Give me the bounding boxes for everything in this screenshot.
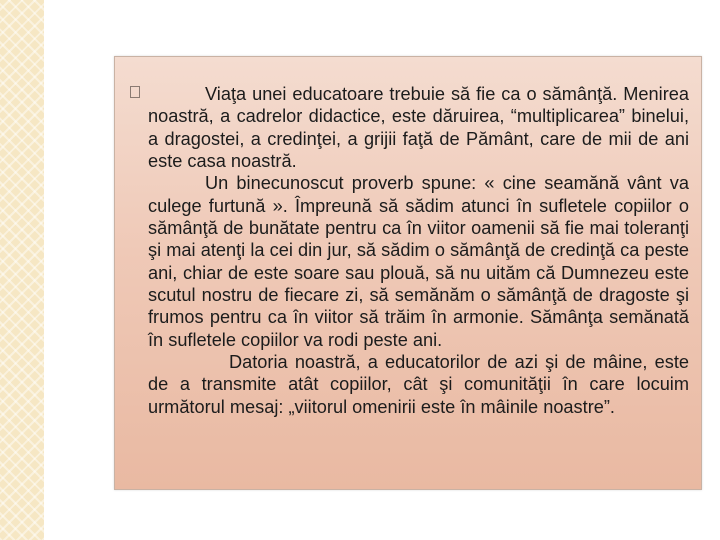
decorative-side-strip: [0, 0, 44, 540]
body-text: [148, 83, 689, 418]
paragraph-1: Viaţa unei educatoare trebuie să fie ca o sămânţă. Menirea noastră, a cadrelor didactice, este dăruirea, “multiplicarea” binelui, a dragostei, a credinţei, a grijii faţă de Pământ, care de mii de ani este casa noastră.: [148, 84, 689, 172]
paragraph-3: Datoria noastră, a educatorilor de azi şi de mâine, este de a transmite atât copiilor, cât şi comunităţii în care locuim următorul mesaj: „viitorul omenirii este în mâinile noastre”.: [148, 352, 689, 417]
bullet-icon: [130, 86, 140, 98]
paragraph-2: Un binecunoscut proverb spune: « cine seamănă vânt va culege furtună ». Împreună să sădim atunci în sufletele copiilor o sămânţă de bunătate pentru ca în viitor oamenii să fie mai toleranţi şi mai atenţi la cei din jur, să sădim o sămânţă de credinţă ca peste ani, chiar de este soare sau plouă, să nu uităm că Dumnezeu este scutul nostru de fiecare zi, să semănăm o sămânţă de dragoste şi frumos pentru ca în viitor să trăim în armonie. Sămânţa semănată în sufletele copiilor va rodi peste ani.: [148, 173, 689, 350]
